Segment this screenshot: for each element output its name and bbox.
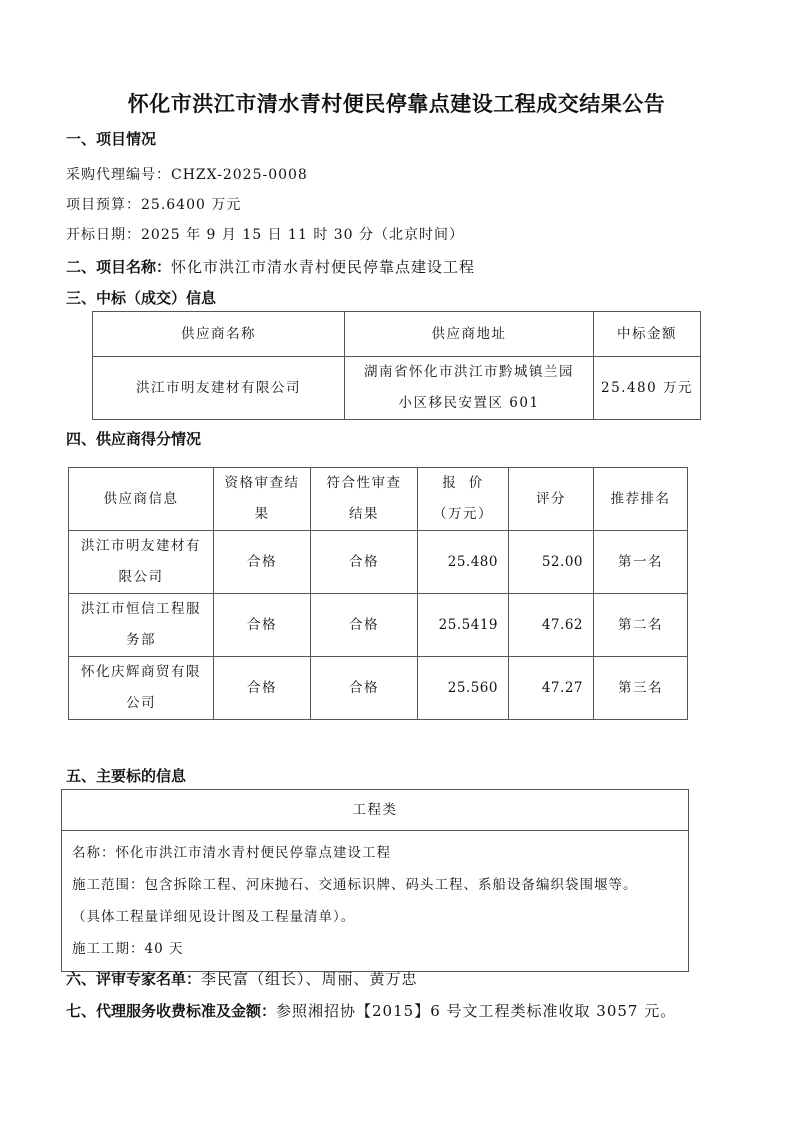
- section2-heading: 二、项目名称：: [66, 258, 172, 276]
- section6: [66, 968, 418, 989]
- header-line: 果: [254, 506, 270, 522]
- score-table-header: [69, 468, 688, 531]
- table-row: [93, 357, 701, 420]
- section7: [66, 1000, 676, 1021]
- table-row: [69, 657, 688, 720]
- award-table: [92, 311, 701, 420]
- procurement-number: [66, 164, 308, 184]
- qualification-result: 合格: [214, 657, 311, 720]
- supplier-info: [69, 657, 214, 720]
- supplier-line: 洪江市恒信工程服: [81, 601, 201, 617]
- subject-category: 工程类: [62, 790, 689, 831]
- header-compliance: [311, 468, 418, 531]
- table-row: [69, 594, 688, 657]
- section2: [66, 256, 475, 277]
- procurement-number-label: 采购代理编号：: [66, 167, 171, 183]
- score-table: [68, 467, 688, 720]
- header-line: 符合性审查: [326, 475, 402, 491]
- project-budget: [66, 194, 241, 214]
- section6-heading: 六、评审专家名单：: [66, 970, 202, 988]
- header-line: （万元）: [433, 506, 493, 522]
- supplier-name: 洪江市明友建材有限公司: [93, 357, 345, 420]
- supplier-line: 公司: [126, 695, 156, 711]
- section7-heading: 七、代理服务收费标准及金额：: [66, 1002, 277, 1020]
- scope-note: （具体工程量详细见设计图及工程量清单）。: [72, 909, 356, 925]
- qualification-result: 合格: [214, 531, 311, 594]
- header-price: [418, 468, 509, 531]
- subject-info-table: [61, 789, 689, 972]
- expert-list: 李民富（组长）、周丽、黄万忠: [201, 970, 418, 988]
- subject-category-row: [62, 790, 689, 831]
- section4-heading: 四、供应商得分情况: [66, 430, 202, 448]
- address-line: 小区移民安置区 601: [398, 395, 540, 411]
- header-line: 结果: [349, 506, 379, 522]
- compliance-result: 合格: [311, 594, 418, 657]
- header-award-amount: 中标金额: [594, 312, 701, 357]
- open-date-label: 开标日期：: [66, 227, 141, 243]
- section5-heading: 五、主要标的信息: [66, 767, 187, 785]
- procurement-number-value: CHZX-2025-0008: [171, 167, 308, 183]
- budget-label: 项目预算：: [66, 197, 141, 213]
- section3-heading: 三、中标（成交）信息: [66, 289, 217, 307]
- header-supplier-name: 供应商名称: [93, 312, 345, 357]
- subject-details-row: [62, 831, 689, 972]
- header-rank: 推荐排名: [594, 468, 688, 531]
- subject-name: 名称：怀化市洪江市清水青村便民停靠点建设工程: [72, 845, 391, 861]
- supplier-address: [345, 357, 594, 420]
- budget-value: 25.6400 万元: [141, 197, 242, 213]
- subject-details: [62, 831, 689, 972]
- rank: 第三名: [594, 657, 688, 720]
- agency-fee: 参照湘招协【2015】6 号文工程类标准收取 3057 元。: [276, 1002, 677, 1020]
- table-row: [69, 531, 688, 594]
- construction-scope: 施工范围：包含拆除工程、河床抛石、交通标识牌、码头工程、系船设备编织袋围堰等。: [72, 877, 638, 893]
- header-qualification: [214, 468, 311, 531]
- address-line: 湖南省怀化市洪江市黔城镇兰园: [364, 364, 574, 380]
- header-line: 报 价: [442, 475, 484, 491]
- supplier-line: 洪江市明友建材有: [81, 538, 201, 554]
- supplier-line: 怀化庆辉商贸有限: [81, 664, 201, 680]
- compliance-result: 合格: [311, 657, 418, 720]
- rank: 第二名: [594, 594, 688, 657]
- price: 25.480: [418, 531, 509, 594]
- open-date: [66, 224, 464, 244]
- rank: 第一名: [594, 531, 688, 594]
- score: 47.27: [509, 657, 594, 720]
- supplier-line: 务部: [126, 632, 156, 648]
- supplier-info: [69, 531, 214, 594]
- award-amount: 25.480 万元: [594, 357, 701, 420]
- qualification-result: 合格: [214, 594, 311, 657]
- open-date-value: 2025 年 9 月 15 日 11 时 30 分（北京时间）: [141, 227, 465, 243]
- header-score: 评分: [509, 468, 594, 531]
- supplier-info: [69, 594, 214, 657]
- header-supplier-address: 供应商地址: [345, 312, 594, 357]
- price: 25.560: [418, 657, 509, 720]
- supplier-line: 限公司: [118, 569, 164, 585]
- construction-period: 施工工期：40 天: [72, 941, 184, 957]
- score: 52.00: [509, 531, 594, 594]
- project-name: 怀化市洪江市清水青村便民停靠点建设工程: [171, 258, 476, 276]
- score: 47.62: [509, 594, 594, 657]
- header-line: 资格审查结: [224, 475, 300, 491]
- section1-heading: 一、项目情况: [66, 130, 157, 148]
- document-title: 怀化市洪江市清水青村便民停靠点建设工程成交结果公告: [127, 92, 666, 116]
- header-supplier-info: 供应商信息: [69, 468, 214, 531]
- award-table-header: [93, 312, 701, 357]
- price: 25.5419: [418, 594, 509, 657]
- compliance-result: 合格: [311, 531, 418, 594]
